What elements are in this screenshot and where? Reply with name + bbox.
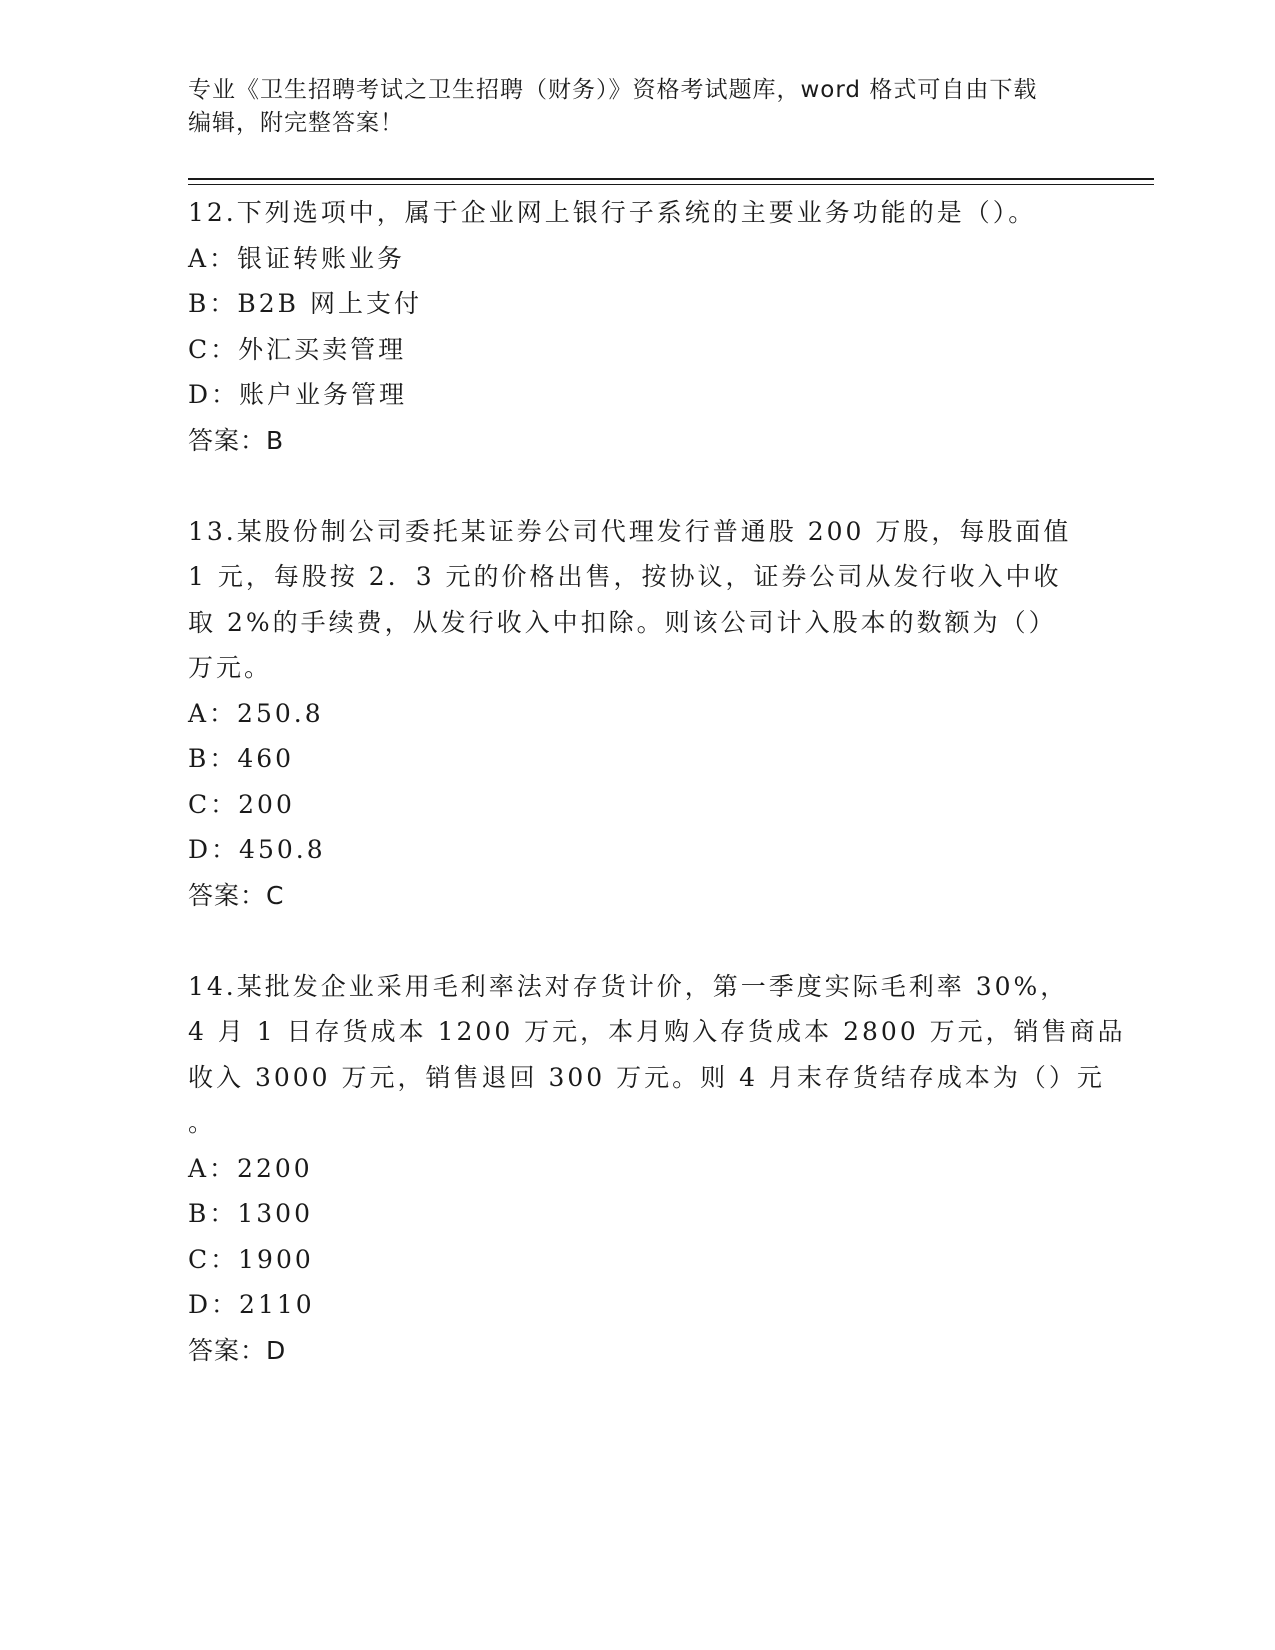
answer-label: 答案：C	[188, 880, 285, 910]
header-divider-thin	[188, 184, 1154, 185]
option-a: A：2200	[188, 1153, 313, 1183]
question-spacer	[188, 463, 1088, 509]
option-d: D：账户业务管理	[188, 380, 408, 409]
question-stem-line: 收入 3000 万元，销售退回 300 万元。则 4 月末存货结存成本为（）元	[188, 1062, 1105, 1092]
answer-label: 答案：D	[188, 1335, 287, 1365]
document-header	[188, 74, 1088, 140]
question-stem-line: 14.某批发企业采用毛利率法对存货计价，第一季度实际毛利率 30%，	[188, 971, 1069, 1001]
option-b: B：1300	[188, 1199, 313, 1228]
option-b: B：B2B 网上支付	[188, 289, 422, 318]
question-stem-line: 13.某股份制公司委托某证券公司代理发行普通股 200 万股，每股面值	[188, 516, 1072, 546]
option-a: A：银证转账业务	[188, 243, 406, 273]
header-line-1: 专业《卫生招聘考试之卫生招聘（财务）》资格考试题库，word 格式可自由下载	[188, 77, 1038, 103]
option-c: C：200	[188, 789, 295, 819]
question-spacer	[188, 918, 1088, 964]
option-a: A：250.8	[188, 698, 324, 728]
question-list	[188, 190, 1126, 1373]
question-13	[188, 509, 1088, 919]
question-stem-line: 取 2%的手续费，从发行收入中扣除。则该公司计入股本的数额为（）	[188, 607, 1057, 637]
question-stem-line: 万元。	[188, 653, 273, 682]
question-stem-line: 。	[188, 1108, 217, 1137]
option-c: C：1900	[188, 1244, 314, 1274]
question-stem-line: 1 元，每股按 2．3 元的价格出售，按协议，证券公司从发行收入中收	[188, 562, 1062, 591]
option-d: D：2110	[188, 1290, 315, 1319]
question-14	[188, 964, 1126, 1374]
question-stem-line: 4 月 1 日存货成本 1200 万元，本月购入存货成本 2800 万元，销售商品	[188, 1017, 1126, 1046]
header-divider-thick	[188, 178, 1154, 180]
question-12	[188, 190, 1088, 463]
option-b: B：460	[188, 744, 295, 773]
header-line-2: 编辑，附完整答案！	[188, 110, 404, 136]
option-c: C：外汇买卖管理	[188, 334, 407, 364]
question-stem-line: 12.下列选项中，属于企业网上银行子系统的主要业务功能的是（）。	[188, 198, 1037, 227]
option-d: D：450.8	[188, 835, 326, 864]
answer-label: 答案：B	[188, 425, 285, 455]
